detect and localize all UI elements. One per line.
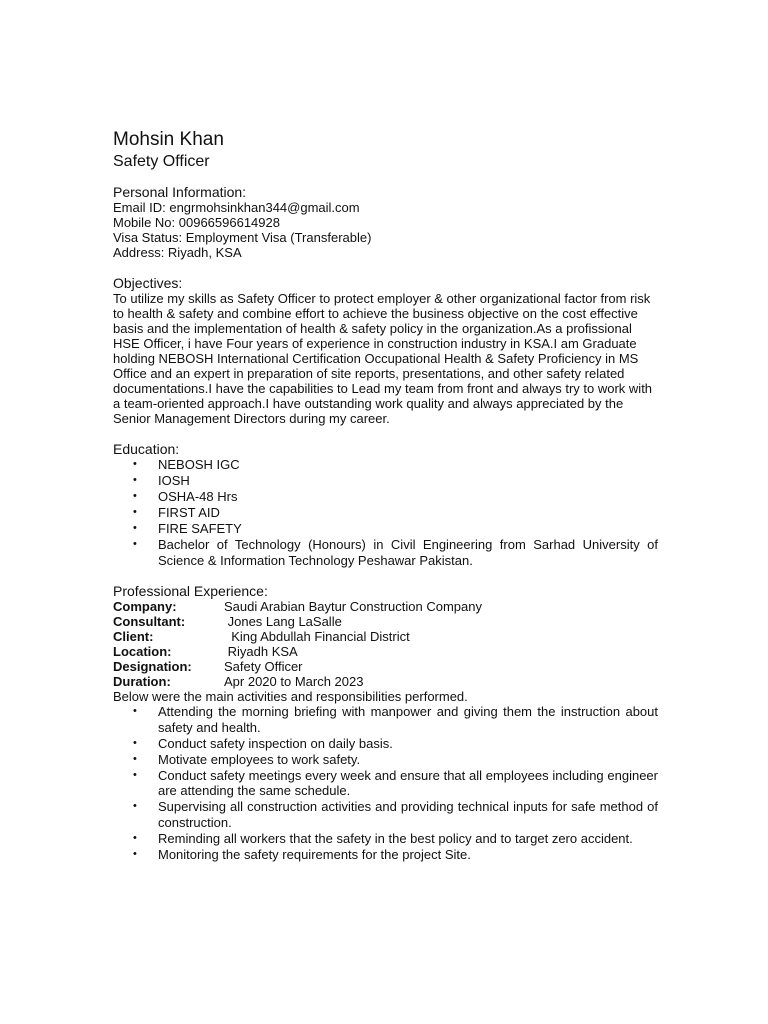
consultant-row — [113, 614, 658, 629]
field-value: Jones Lang LaSalle — [224, 614, 342, 629]
bullet-icon: • — [133, 506, 137, 518]
client-row — [113, 629, 658, 644]
company-row — [113, 599, 658, 614]
list-item: • IOSH — [133, 473, 190, 488]
education-title: Education: — [113, 441, 180, 457]
duration-row — [113, 674, 658, 689]
list-item: • FIRE SAFETY — [133, 521, 242, 536]
field-label: Designation: — [113, 659, 192, 674]
list-item: • Motivate employees to work safety. — [133, 751, 361, 767]
list-item: • Conduct safety inspection on daily basis. — [133, 735, 393, 751]
list-item: • OSHA-48 Hrs — [133, 489, 238, 504]
bullet-icon: • — [133, 705, 137, 717]
field-value: Safety Officer — [224, 659, 303, 674]
bullet-icon: • — [133, 474, 137, 486]
list-item: • Attending the morning briefing with manpower and giving them the instruction about safety and health. — [133, 704, 658, 735]
field-value: Riyadh KSA — [224, 644, 298, 659]
designation-row — [113, 659, 658, 674]
list-item: • Supervising all construction activities and providing technical inputs for safe method of construction. — [133, 799, 658, 830]
bullet-icon: • — [133, 752, 137, 765]
bullet-icon: • — [133, 831, 137, 844]
candidate-name: Mohsin Khan — [113, 129, 224, 150]
list-item: • NEBOSH IGC — [133, 457, 240, 472]
experience-section — [113, 583, 658, 862]
visa-line: Visa Status: Employment Visa (Transferable) — [113, 230, 372, 245]
objectives-text: To utilize my skills as Safety Officer to protect employer & other organizational factor from risk to health & safety and combine effort to achieve the business objective on the cost effective basis and the implementation of health & safety policy in the organization.As a profissional HSE Officer, i have Four years of experience in construction industry in KSA.I am Graduate holding NEBOSH International Certification Occupational Health & Safety Proficiency in MS Office and an expert in preparation of site reports, presentations, and other safety related documentations.I have the capabilities to Lead my team from front and always try to work with a team-oriented approach.I have outstanding work quality and always appreciated by the Senior Management Directors during my career. — [113, 291, 653, 426]
bullet-icon: • — [133, 458, 137, 470]
field-value: Saudi Arabian Baytur Construction Company — [224, 599, 482, 614]
bullet-icon: • — [133, 800, 137, 812]
education-section — [113, 441, 658, 568]
bullet-icon: • — [133, 768, 137, 781]
mobile-line: Mobile No: 00966596614928 — [113, 215, 280, 230]
personal-info-section — [113, 184, 658, 260]
field-label: Location: — [113, 644, 172, 659]
field-value: King Abdullah Financial District — [224, 629, 410, 644]
field-label: Client: — [113, 629, 154, 644]
bullet-icon: • — [133, 522, 137, 534]
bullet-icon: • — [133, 736, 137, 749]
field-label: Company: — [113, 599, 177, 614]
list-item: • FIRST AID — [133, 505, 220, 520]
experience-title: Professional Experience: — [113, 583, 268, 599]
bullet-icon: • — [133, 847, 137, 860]
bullet-icon: • — [133, 538, 137, 550]
list-item: • Conduct safety meetings every week and ensure that all employees including engineer are attending the same schedule. — [133, 767, 658, 798]
bullet-icon: • — [133, 490, 137, 502]
candidate-role: Safety Officer — [113, 153, 210, 170]
location-row — [113, 644, 658, 659]
address-line: Address: Riyadh, KSA — [113, 245, 242, 260]
list-item: • Monitoring the safety requirements for the project Site. — [133, 846, 471, 862]
duties-list — [113, 704, 658, 862]
personal-info-title: Personal Information: — [113, 184, 247, 200]
objectives-title: Objectives: — [113, 275, 183, 291]
email-line: Email ID: engrmohsinkhan344@gmail.com — [113, 200, 360, 215]
objectives-section — [113, 275, 658, 426]
field-label: Duration: — [113, 674, 171, 689]
resume-page — [113, 128, 658, 863]
experience-intro: Below were the main activities and responsibilities performed. — [113, 689, 468, 704]
field-label: Consultant: — [113, 614, 186, 629]
list-item: • Bachelor of Technology (Honours) in Civil Engineering from Sarhad University of Science & Information Technology Peshawar Pakistan. — [133, 537, 658, 568]
education-list — [113, 457, 658, 568]
field-value: Apr 2020 to March 2023 — [224, 674, 364, 689]
list-item: • Reminding all workers that the safety in the best policy and to target zero accident. — [133, 830, 633, 846]
